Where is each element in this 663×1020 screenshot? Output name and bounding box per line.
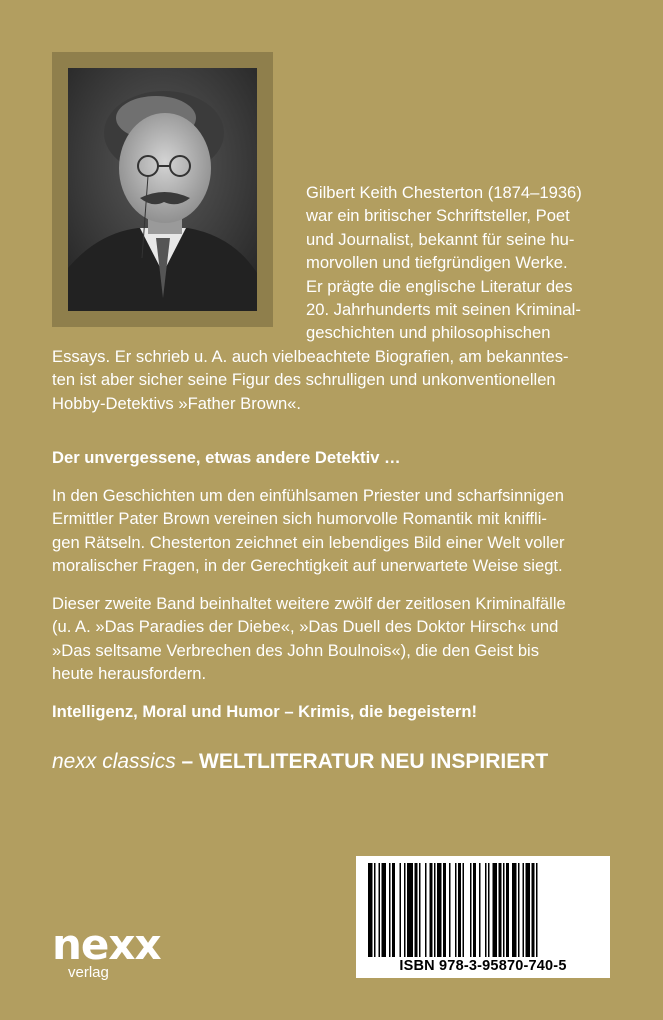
barcode-bar bbox=[419, 863, 421, 957]
barcode-bar bbox=[379, 863, 381, 957]
barcode-bar bbox=[430, 863, 433, 957]
barcode-icon bbox=[368, 863, 598, 957]
barcode-bar bbox=[485, 863, 487, 957]
barcode-bar bbox=[404, 863, 406, 957]
publisher-logo bbox=[52, 920, 161, 981]
barcode-bar bbox=[536, 863, 538, 957]
barcode-bar bbox=[389, 863, 391, 957]
barcode-bar bbox=[407, 863, 413, 957]
bio-line: und Journalist, bekannt für seine hu- bbox=[306, 229, 575, 249]
section-heading: Der unvergessene, etwas andere Detektiv … bbox=[52, 448, 401, 467]
barcode-bar bbox=[479, 863, 481, 957]
barcode-bar bbox=[368, 863, 373, 957]
paragraph-line: »Das seltsame Verbrechen des John Boulnois«), die den Geist bis bbox=[52, 640, 540, 660]
publisher-logo-name: nexx bbox=[52, 920, 161, 969]
barcode-bar bbox=[449, 863, 451, 957]
barcode-bar bbox=[392, 863, 395, 957]
barcode-bar bbox=[526, 863, 531, 957]
barcode-bar bbox=[458, 863, 461, 957]
author-photo bbox=[68, 68, 257, 311]
author-portrait-image bbox=[68, 68, 257, 311]
series-claim: – WELTLITERATUR NEU INSPIRIERT bbox=[175, 750, 549, 773]
isbn-number: ISBN 978-3-95870-740-5 bbox=[399, 958, 567, 974]
slogan: Intelligenz, Moral und Humor – Krimis, die begeistern! bbox=[52, 702, 478, 721]
bio-line: Hobby-Detektivs »Father Brown«. bbox=[52, 393, 302, 413]
author-bio-beside-photo bbox=[306, 181, 626, 345]
bio-line: morvollen und tiefgründigen Werke. bbox=[306, 253, 568, 273]
paragraph-line: gen Rätseln. Chesterton zeichnet ein lebendiges Bild einer Welt voller bbox=[52, 532, 565, 552]
barcode-bar bbox=[415, 863, 418, 957]
bio-line: Er prägte die englische Literatur des bbox=[306, 276, 573, 296]
barcode-bar bbox=[473, 863, 476, 957]
barcode-bar bbox=[503, 863, 505, 957]
barcode-bar bbox=[499, 863, 502, 957]
paragraph-line: Ermittler Pater Brown vereinen sich humorvolle Romantik mit kniffli- bbox=[52, 509, 547, 529]
isbn-barcode bbox=[356, 856, 610, 978]
bio-line: Gilbert Keith Chesterton (1874–1936) bbox=[306, 183, 582, 202]
barcode-bar bbox=[488, 863, 490, 957]
barcode-bar bbox=[506, 863, 509, 957]
barcode-bar bbox=[425, 863, 427, 957]
publisher-logo-sub: verlag bbox=[68, 964, 109, 981]
bio-line: ten ist aber sicher seine Figur des schrulligen und unkonventionellen bbox=[52, 370, 556, 390]
series-brand: nexx classics bbox=[52, 750, 176, 773]
paragraph-line: moralischer Fragen, in der Gerechtigkeit auf unerwartete Weise siegt. bbox=[52, 556, 563, 576]
description-paragraph-2 bbox=[52, 592, 610, 686]
barcode-bar bbox=[512, 863, 517, 957]
description-paragraph-1 bbox=[52, 484, 610, 578]
paragraph-line: (u. A. »Das Paradies der Diebe«, »Das Duell des Doktor Hirsch« und bbox=[52, 617, 559, 637]
barcode-bar bbox=[493, 863, 498, 957]
barcode-bar bbox=[523, 863, 525, 957]
author-photo-frame bbox=[52, 52, 273, 327]
paragraph-line: Dieser zweite Band beinhaltet weitere zwölf der zeitlosen Kriminalfälle bbox=[52, 594, 566, 613]
barcode-bar bbox=[463, 863, 465, 957]
barcode-bar bbox=[400, 863, 402, 957]
barcode-bar bbox=[532, 863, 535, 957]
bio-line: 20. Jahrhunderts mit seinen Kriminal- bbox=[306, 300, 581, 320]
barcode-bar bbox=[518, 863, 520, 957]
barcode-bar bbox=[382, 863, 387, 957]
barcode-bar bbox=[437, 863, 442, 957]
series-tagline bbox=[52, 750, 548, 774]
paragraph-line: heute herausfordern. bbox=[52, 664, 207, 684]
bio-line: geschichten und philosophischen bbox=[306, 323, 551, 343]
barcode-bar bbox=[434, 863, 436, 957]
barcode-bar bbox=[455, 863, 457, 957]
author-bio-continued bbox=[52, 345, 610, 415]
barcode-bar bbox=[374, 863, 376, 957]
bio-line: Essays. Er schrieb u. A. auch vielbeachtete Biografien, am bekanntes- bbox=[52, 347, 569, 366]
barcode-bar bbox=[470, 863, 472, 957]
bio-line: war ein britischer Schriftsteller, Poet bbox=[306, 206, 570, 226]
barcode-bar bbox=[443, 863, 446, 957]
paragraph-line: In den Geschichten um den einfühlsamen Priester und scharfsinnigen bbox=[52, 486, 564, 505]
